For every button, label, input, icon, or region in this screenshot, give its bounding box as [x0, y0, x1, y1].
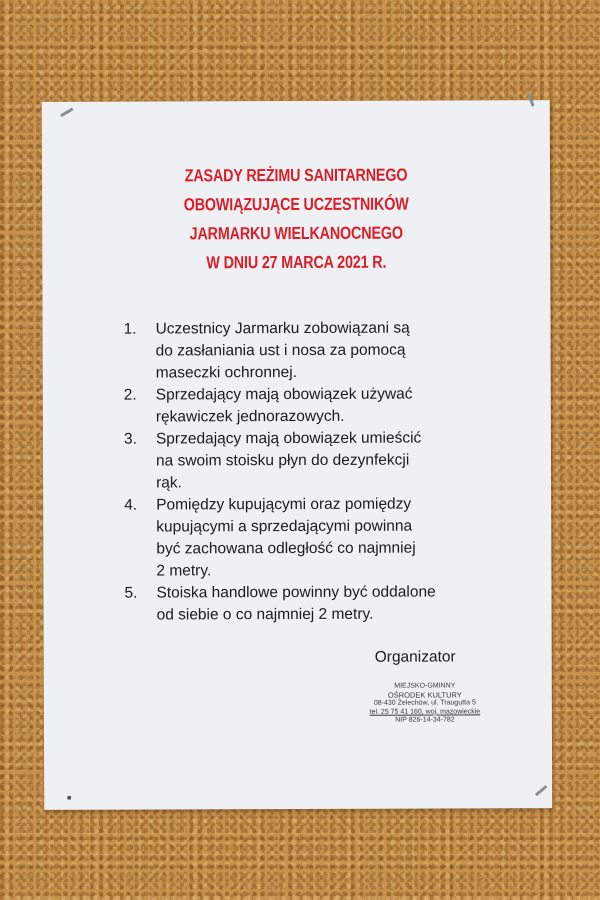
stamp-line: tel. 25 75 41 160, woj. mazowieckie	[369, 707, 481, 716]
rule-line: kupującymi a sprzedającymi powinna	[156, 517, 413, 536]
pin-hole-icon	[67, 796, 71, 800]
rule-item	[124, 493, 524, 582]
stamp-line: MIEJSKO-GMINNY	[394, 682, 456, 690]
notice-sheet	[42, 100, 552, 810]
pin-icon	[527, 93, 535, 107]
rule-item	[124, 383, 524, 428]
rule-line: Uczestnicy Jarmarku zobowiązani są	[155, 319, 410, 338]
rule-line: być zachowana odległość co najmniej	[156, 539, 416, 558]
rule-line: maseczki ochronnej.	[155, 363, 298, 382]
notice-title	[88, 160, 505, 277]
organizer-label: Organizator	[374, 648, 456, 666]
rule-line: do zasłaniania ust i nosa za pomocą	[155, 341, 406, 360]
stamp-line: OŚRODEK KULTURY	[387, 689, 462, 700]
rule-number: 5.	[124, 584, 138, 602]
rule-line: Sprzedający mają obowiązek umieścić	[155, 429, 422, 448]
pin-icon	[60, 107, 74, 117]
title-line: ZASADY REŻIMU SANITARNEGO	[184, 164, 408, 186]
rule-line: 2 metry.	[156, 562, 212, 580]
rule-line: rękawiczek jednorazowych.	[155, 407, 345, 426]
rule-item	[124, 317, 524, 384]
title-line: JARMARKU WIELKANOCNEGO	[189, 222, 403, 244]
rule-line: na swoim stoisku płyn do dezynfekcji	[155, 451, 410, 470]
rule-number: 4.	[124, 496, 138, 514]
pin-icon	[535, 785, 548, 796]
rule-line: rąk.	[156, 474, 182, 492]
rule-number: 3.	[123, 430, 137, 448]
rule-line: od siebie o co najmniej 2 metry.	[156, 605, 374, 624]
rule-line: Sprzedający mają obowiązek używać	[155, 385, 413, 404]
rule-item	[124, 427, 524, 494]
title-line: OBOWIĄZUJĄCE UCZESTNIKÓW	[183, 193, 409, 215]
organizer-stamp	[362, 682, 488, 725]
rule-line: Pomiędzy kupującymi oraz pomiędzy	[156, 495, 412, 514]
rule-item	[124, 581, 524, 626]
rule-number: 1.	[123, 320, 137, 338]
stamp-line: NIP 826-14-34-782	[395, 716, 455, 724]
rules-list	[124, 317, 525, 626]
title-line: W DNIU 27 MARCA 2021 R.	[206, 251, 387, 273]
rule-number: 2.	[123, 386, 137, 404]
stamp-line: 08-430 Żelechów, ul. Traugutta 5	[373, 699, 476, 707]
rule-line: Stoiska handlowe powinny być oddalone	[156, 583, 436, 602]
